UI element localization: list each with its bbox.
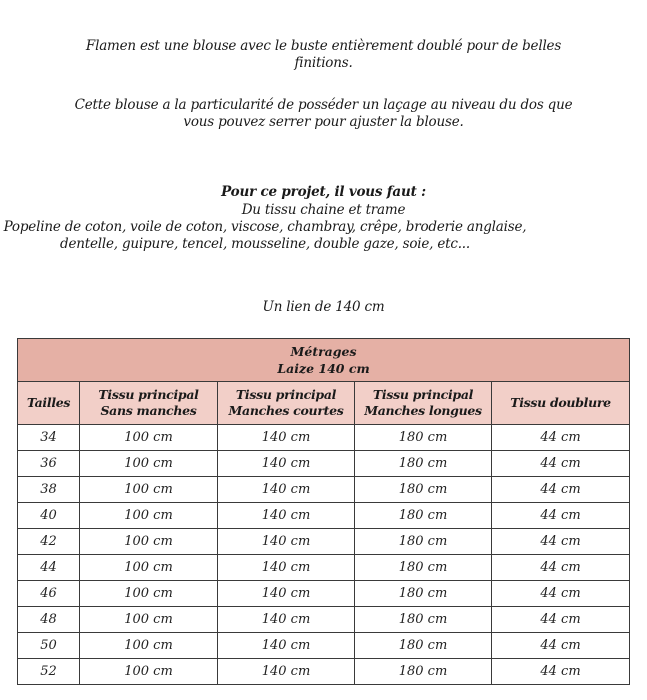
cell-doublure: 44 cm	[492, 477, 630, 503]
cell-doublure: 44 cm	[492, 451, 630, 477]
cell-manches-longues: 180 cm	[355, 451, 492, 477]
table-row	[18, 633, 630, 659]
yardage-table	[17, 338, 630, 685]
cell-size: 48	[18, 607, 80, 633]
column-header-sizes	[18, 382, 80, 425]
cell-manches-longues: 180 cm	[355, 607, 492, 633]
table-row	[18, 451, 630, 477]
table-row	[18, 503, 630, 529]
table-title-line2: Laize 140 cm	[277, 361, 370, 376]
column-header-doublure	[492, 382, 630, 425]
cell-manches-courtes: 140 cm	[218, 425, 355, 451]
cell-size: 52	[18, 659, 80, 685]
table-body	[18, 425, 630, 685]
cell-manches-longues: 180 cm	[355, 503, 492, 529]
column-header-manches-courtes	[218, 382, 355, 425]
table-row	[18, 555, 630, 581]
requirements-fabric-list	[0, 219, 530, 253]
cell-doublure: 44 cm	[492, 425, 630, 451]
column-header-label: Tailles	[26, 395, 71, 410]
column-header-manches-longues	[355, 382, 492, 425]
cell-sans-manches: 100 cm	[80, 477, 218, 503]
fabric-list-text: Popeline de coton, voile de coton, viscose, chambray, crêpe, broderie anglaise, dentelle, guipure, tencel, mousseline, double gaze, soie, etc...	[3, 219, 527, 252]
cell-sans-manches: 100 cm	[80, 503, 218, 529]
cell-manches-longues: 180 cm	[355, 659, 492, 685]
column-header-sublabel: Manches courtes	[228, 403, 344, 418]
intro-text-2: Cette blouse a la particularité de posséder un laçage au niveau du dos que vous pouvez serrer pour ajuster la blouse.	[74, 97, 573, 130]
table-row	[18, 659, 630, 685]
cell-size: 36	[18, 451, 80, 477]
table-row	[18, 529, 630, 555]
table-title-row	[18, 339, 630, 382]
cell-doublure: 44 cm	[492, 503, 630, 529]
cell-size: 50	[18, 633, 80, 659]
column-header-sublabel: Sans manches	[100, 403, 197, 418]
requirements-tie: Un lien de 140 cm	[262, 299, 385, 315]
cell-manches-courtes: 140 cm	[218, 503, 355, 529]
cell-doublure: 44 cm	[492, 581, 630, 607]
cell-sans-manches: 100 cm	[80, 425, 218, 451]
requirements-fabric-type: Du tissu chaine et trame	[241, 202, 406, 218]
cell-size: 42	[18, 529, 80, 555]
cell-doublure: 44 cm	[492, 633, 630, 659]
cell-doublure: 44 cm	[492, 659, 630, 685]
cell-manches-courtes: 140 cm	[218, 581, 355, 607]
table-row	[18, 477, 630, 503]
cell-sans-manches: 100 cm	[80, 659, 218, 685]
cell-manches-longues: 180 cm	[355, 555, 492, 581]
cell-manches-courtes: 140 cm	[218, 659, 355, 685]
cell-sans-manches: 100 cm	[80, 607, 218, 633]
cell-sans-manches: 100 cm	[80, 529, 218, 555]
intro-paragraph-2	[0, 97, 647, 131]
cell-manches-longues: 180 cm	[355, 477, 492, 503]
cell-manches-longues: 180 cm	[355, 581, 492, 607]
column-header-label: Tissu doublure	[510, 395, 611, 410]
cell-manches-longues: 180 cm	[355, 529, 492, 555]
intro-paragraph-1	[0, 38, 647, 72]
table-title-line1: Métrages	[290, 344, 357, 359]
column-header-label: Tissu principal	[235, 387, 337, 402]
cell-manches-courtes: 140 cm	[218, 607, 355, 633]
cell-sans-manches: 100 cm	[80, 581, 218, 607]
table-row	[18, 581, 630, 607]
cell-size: 40	[18, 503, 80, 529]
column-header-row	[18, 382, 630, 425]
column-header-label: Tissu principal	[372, 387, 474, 402]
cell-doublure: 44 cm	[492, 529, 630, 555]
table-row	[18, 425, 630, 451]
cell-manches-courtes: 140 cm	[218, 451, 355, 477]
cell-manches-courtes: 140 cm	[218, 529, 355, 555]
cell-sans-manches: 100 cm	[80, 633, 218, 659]
cell-manches-courtes: 140 cm	[218, 477, 355, 503]
cell-size: 38	[18, 477, 80, 503]
intro-text-1: Flamen est une blouse avec le buste entièrement doublé pour de belles finitions.	[85, 38, 562, 71]
cell-manches-longues: 180 cm	[355, 633, 492, 659]
column-header-sublabel: Manches longues	[364, 403, 482, 418]
cell-size: 34	[18, 425, 80, 451]
column-header-label: Tissu principal	[98, 387, 199, 402]
cell-sans-manches: 100 cm	[80, 555, 218, 581]
cell-sans-manches: 100 cm	[80, 451, 218, 477]
table-row	[18, 607, 630, 633]
cell-doublure: 44 cm	[492, 555, 630, 581]
cell-manches-longues: 180 cm	[355, 425, 492, 451]
table-title	[18, 339, 630, 382]
column-header-sans-manches	[80, 382, 218, 425]
cell-manches-courtes: 140 cm	[218, 633, 355, 659]
cell-manches-courtes: 140 cm	[218, 555, 355, 581]
requirements-title: Pour ce projet, il vous faut :	[221, 184, 426, 200]
cell-size: 46	[18, 581, 80, 607]
cell-size: 44	[18, 555, 80, 581]
cell-doublure: 44 cm	[492, 607, 630, 633]
